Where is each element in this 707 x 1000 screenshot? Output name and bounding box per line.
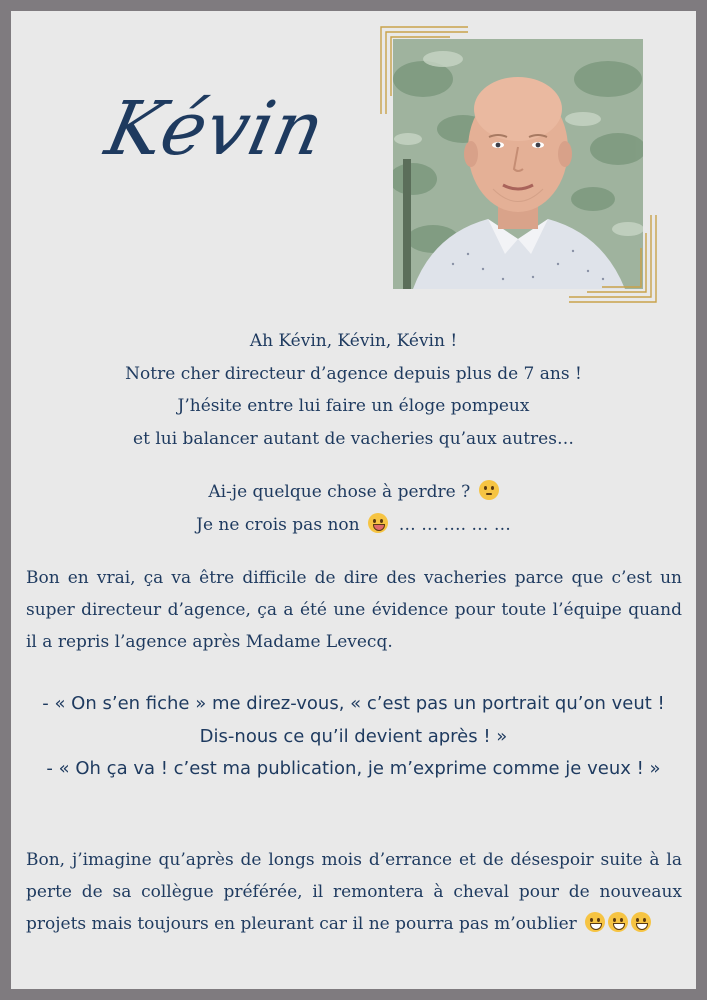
- ellipsis-text: … … …. … …: [398, 514, 511, 535]
- paragraph-1: Bon en vrai, ça va être difficile de dire des vacheries parce que c’est un super directeur d’agence, ça a été une évidence pour toute l’équipe quand il a repris l’agence après Madame Levecq.: [26, 568, 682, 652]
- answer-line: [0, 509, 707, 542]
- paragraph-2: [26, 844, 682, 940]
- dialog-block: [40, 688, 667, 786]
- intro-line: J’hésite entre lui faire un éloge pompeux: [177, 396, 530, 416]
- intro-line: et lui balancer autant de vacheries qu’aux autres…: [133, 428, 574, 449]
- question-block: [0, 476, 707, 541]
- question-line: [0, 476, 707, 509]
- intro-line: Ah Kévin, Kévin, Kévin !: [249, 331, 458, 351]
- dialog-line-1: - « On s’en fiche » me direz-vous, « c’est pas un portrait qu’on veut ! Dis-nous ce qu’il devient après ! »: [42, 693, 665, 747]
- grinning-face-icon: [631, 912, 651, 932]
- intro-line: Notre cher directeur d’agence depuis plus de 7 ans !: [125, 363, 582, 384]
- winking-tongue-face-icon: [368, 513, 388, 533]
- intro-block: [0, 325, 707, 455]
- dialog-line-2: - « Oh ça va ! c’est ma publication, je m’exprime comme je veux ! »: [46, 758, 661, 779]
- gold-frame-corner-icon: [567, 213, 657, 303]
- paragraph-2-text: Bon, j’imagine qu’après de longs mois d’errance et de désespoir suite à la perte de sa collègue préférée, il remontera à cheval pour de nouveaux projets mais toujours en pleurant car il ne pourra pas m’oublier: [26, 850, 682, 934]
- thinking-face-icon: [479, 480, 499, 500]
- grinning-face-icon: [608, 912, 628, 932]
- question-text: Ai-je quelque chose à perdre ?: [208, 482, 471, 502]
- profile-name: Kévin: [98, 86, 333, 172]
- answer-text: Je ne crois pas non: [196, 514, 360, 535]
- grinning-face-icon: [585, 912, 605, 932]
